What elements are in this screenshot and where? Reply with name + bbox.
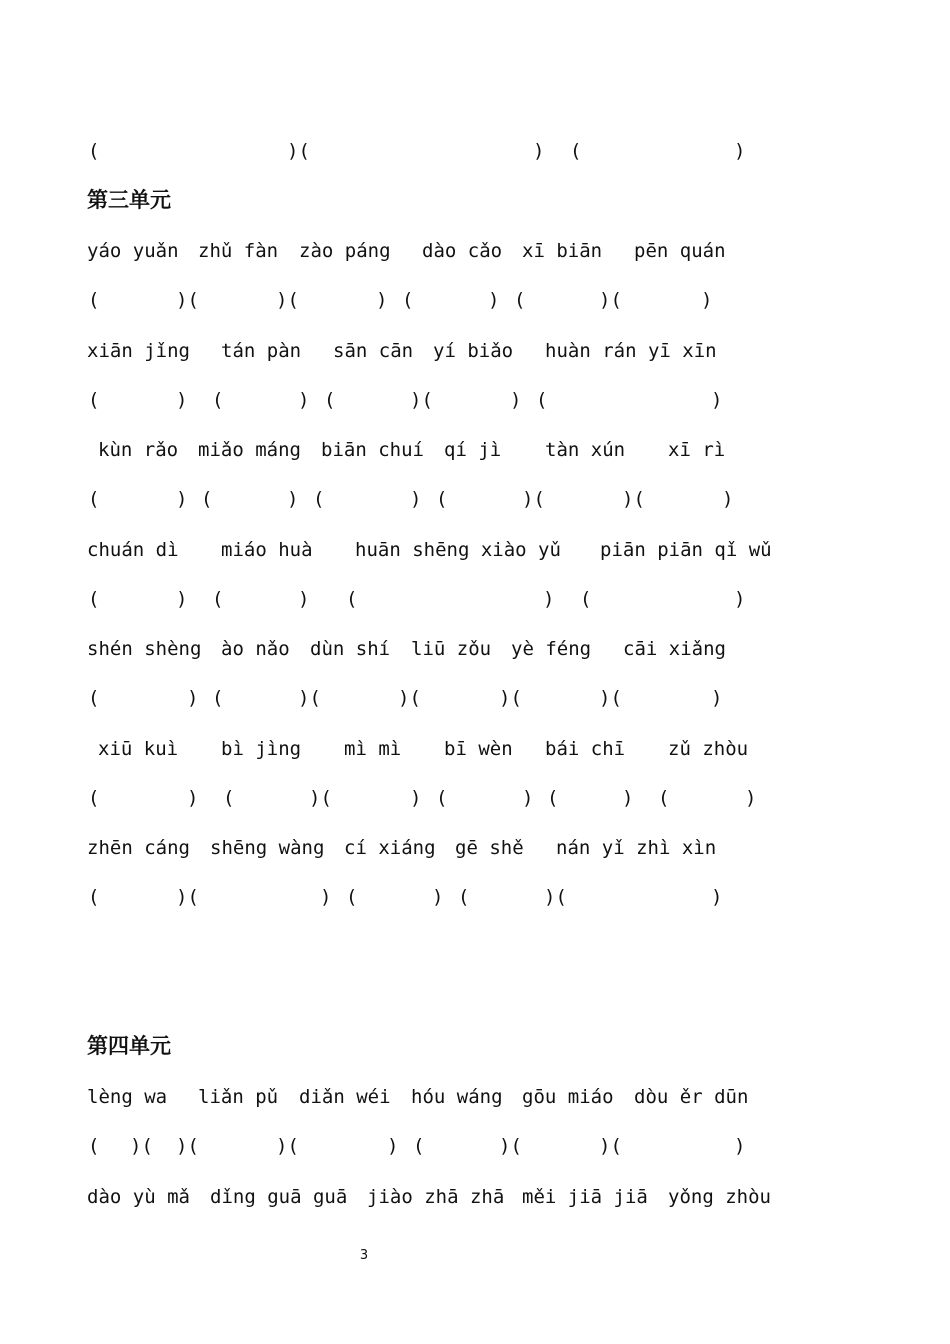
bracket: ( [88,588,100,610]
bracket: ( [346,588,358,610]
unit3-title: 第三单元 [87,188,171,212]
bracket: ) [410,488,422,510]
pinyin-word: gē shě [455,837,524,859]
bracket: ( [536,389,548,411]
bracket: ( [88,289,100,311]
bracket: ) [711,687,723,709]
pinyin-word: gōu miáo [522,1086,614,1108]
bracket: )( [287,140,310,162]
pinyin-word: yí biǎo [433,340,514,362]
bracket: ) [298,588,310,610]
pinyin-word: biān chuí [321,439,424,461]
pinyin-word: miáo huà [221,539,313,561]
bracket: ( [580,588,592,610]
bracket: )( [544,886,567,908]
bracket: ) [734,1135,746,1157]
bracket: ( [88,687,100,709]
bracket: ) [510,389,522,411]
bracket: ( [88,389,100,411]
pinyin-word: qí jì [444,439,502,461]
pinyin-word: měi jiā jiā [522,1186,648,1208]
bracket: ) [176,588,188,610]
pinyin-word: nán yǐ zhì xìn [556,837,717,859]
pinyin-word: miǎo máng [198,439,301,461]
pinyin-word: cāi xiǎng [623,638,726,660]
pinyin-word: huàn rán yī xīn [545,340,717,362]
pinyin-word: sān cān [333,340,414,362]
pinyin-word: shén shèng [87,638,202,660]
bracket: ( [346,886,358,908]
bracket: ( [212,588,224,610]
pinyin-word: bī wèn [444,738,513,760]
bracket: ) [734,140,746,162]
bracket: ) [287,488,299,510]
bracket: ( [570,140,582,162]
bracket: ) [543,588,555,610]
pinyin-word: zǔ zhòu [668,738,749,760]
pinyin-word: yáo yuǎn [87,240,179,262]
bracket: ( [514,289,526,311]
bracket: ) [533,140,545,162]
bracket: ( [313,488,325,510]
pinyin-word: jiào zhā zhā [367,1186,505,1208]
pinyin-word: dòu ěr dūn [634,1086,749,1108]
pinyin-word: hóu wáng [411,1086,503,1108]
bracket: )( [599,687,622,709]
bracket: ) [187,787,199,809]
unit4-title: 第四单元 [87,1034,171,1058]
pinyin-word: zào páng [299,240,391,262]
pinyin-word: shēng wàng [210,837,325,859]
pinyin-word: zhǔ fàn [198,240,279,262]
bracket: )( [176,289,199,311]
bracket: ) [745,787,757,809]
pinyin-word: chuán dì [87,539,179,561]
bracket: )( [599,289,622,311]
bracket: ) [522,787,534,809]
bracket: )( [130,1135,153,1157]
bracket: ( [324,389,336,411]
pinyin-word: yǒng zhòu [668,1186,771,1208]
bracket: )( [622,488,645,510]
pinyin-word: tán pàn [221,340,302,362]
bracket: ) [734,588,746,610]
pinyin-word: pēn quán [634,240,726,262]
pinyin-word: zhēn cáng [87,837,190,859]
bracket: ( [201,488,213,510]
bracket: )( [276,289,299,311]
pinyin-word: mì mì [344,738,402,760]
pinyin-word: xī biān [522,240,603,262]
pinyin-word: piān piān qǐ wǔ [600,539,772,561]
bracket: ( [88,140,100,162]
bracket: )( [499,1135,522,1157]
bracket: ( [436,488,448,510]
bracket: ( [658,787,670,809]
bracket: ( [88,488,100,510]
bracket: ) [298,389,310,411]
pinyin-word: dào yù mǎ [87,1186,190,1208]
bracket: )( [499,687,522,709]
pinyin-word: bái chī [545,738,626,760]
page-number: 3 [359,1248,369,1263]
bracket: ( [212,687,224,709]
bracket: ( [402,289,414,311]
pinyin-word: liū zǒu [411,638,492,660]
pinyin-word: dào cǎo [422,240,503,262]
bracket: ) [432,886,444,908]
bracket: ( [88,787,100,809]
pinyin-word: tàn xún [545,439,626,461]
pinyin-word: dùn shí [310,638,391,660]
bracket: ) [488,289,500,311]
bracket: ( [436,787,448,809]
bracket: ( [223,787,235,809]
bracket: ( [458,886,470,908]
pinyin-word: dǐng guā guā [210,1186,348,1208]
bracket: )( [176,1135,199,1157]
pinyin-word: liǎn pǔ [198,1086,279,1108]
bracket: ) [176,488,188,510]
bracket: ( [413,1135,425,1157]
bracket: ( [88,1135,100,1157]
bracket: )( [410,389,433,411]
bracket: ) [376,289,388,311]
pinyin-word: cí xiáng [344,837,436,859]
bracket: ) [701,289,713,311]
pinyin-word: bì jìng [221,738,302,760]
bracket: ( [212,389,224,411]
bracket: )( [298,687,321,709]
bracket: ( [88,886,100,908]
pinyin-word: kùn rǎo [98,439,179,461]
pinyin-word: diǎn wéi [299,1086,391,1108]
bracket: ) [410,787,422,809]
pinyin-word: lèng wa [87,1086,168,1108]
pinyin-word: yè féng [511,638,592,660]
bracket: ) [320,886,332,908]
bracket: )( [599,1135,622,1157]
bracket: )( [176,886,199,908]
pinyin-word: huān shēng xiào yǔ [355,539,561,561]
bracket: )( [522,488,545,510]
bracket: ( [547,787,559,809]
bracket: ) [711,389,723,411]
bracket: ) [387,1135,399,1157]
bracket: ) [622,787,634,809]
bracket: )( [276,1135,299,1157]
bracket: ) [176,389,188,411]
bracket: )( [309,787,332,809]
pinyin-word: xī rì [668,439,726,461]
bracket: ) [187,687,199,709]
pinyin-word: xiān jǐng [87,340,190,362]
bracket: ) [722,488,734,510]
pinyin-word: ào nǎo [221,638,290,660]
pinyin-word: xiū kuì [98,738,179,760]
bracket: )( [398,687,421,709]
bracket: ) [711,886,723,908]
